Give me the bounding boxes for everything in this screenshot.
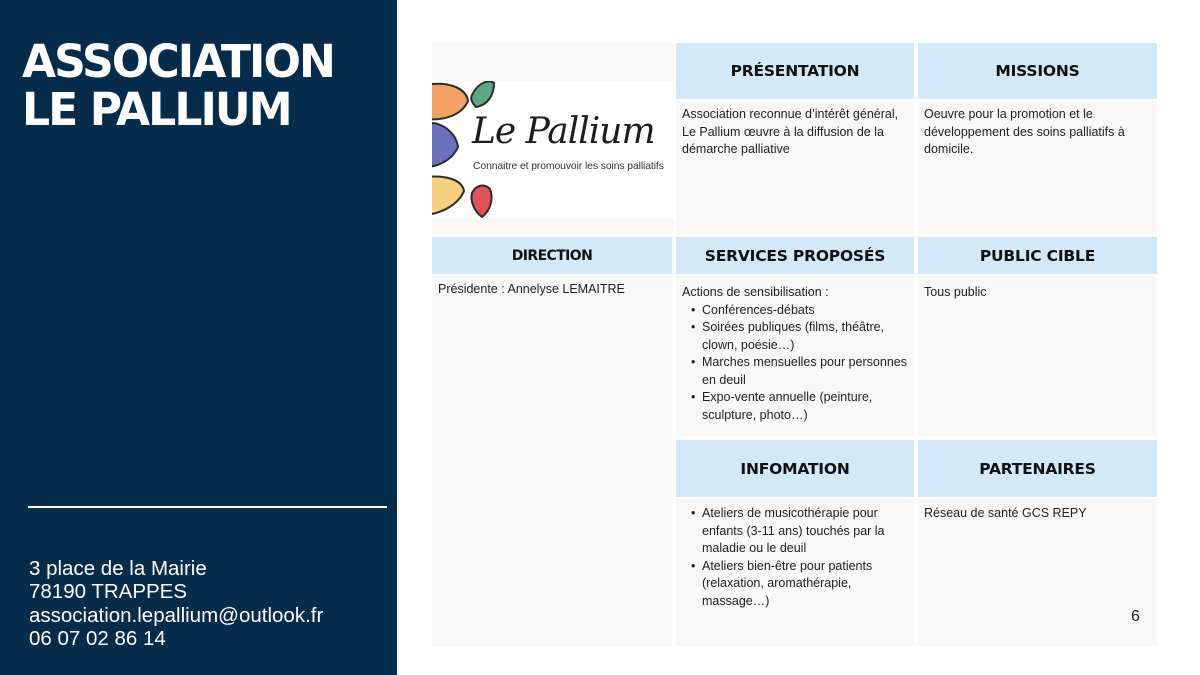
presentation-text: Association reconnue d’intérêt général, Le Pallium œuvre à la diffusion de la démarche palliative [682,107,899,156]
missions-body [918,101,1157,234]
presentation-header: PRÉSENTATION [676,43,914,99]
list-item: • Expo-vente annuelle (peinture, sculpture, photo…) [682,389,908,424]
logo [432,81,675,219]
list-item: • Marches mensuelles pour personnes en deuil [682,354,908,389]
logo-tagline: Connaitre et promouvoir les soins palliatifs [473,161,664,172]
direction-header: DIRECTION [432,237,672,274]
left-panel [0,0,397,675]
contact-block [29,557,323,650]
address-line-1: 3 place de la Mairie [29,557,207,580]
phone: 06 07 02 86 14 [29,626,166,650]
partenaires-body [918,499,1157,646]
address-line-2: 78190 TRAPPES [29,580,188,604]
list-item: • Soirées publiques (films, théâtre, clown, poésie…) [682,319,908,354]
partenaires-text: Réseau de santé GCS REPY [924,506,1087,520]
information-header: INFOMATION [676,440,914,497]
public-body [918,276,1157,436]
list-item: • Ateliers bien-être pour patients (relaxation, aromathérapie, massage…) [682,558,908,611]
public-text: Tous public [924,285,987,299]
services-intro: Actions de sensibilisation : [682,285,829,299]
missions-text: Oeuvre pour la promotion et le développement des soins palliatifs à domicile. [924,107,1125,156]
services-body [676,276,914,436]
email[interactable]: association.lepallium@outlook.fr [29,603,324,627]
logo-name: Le Pallium [472,111,655,152]
direction-text: Présidente : Annelyse LEMAITRE [438,282,625,296]
presentation-body [676,101,914,234]
information-list [682,505,908,610]
services-header: SERVICES PROPOSÉS [676,237,914,274]
divider [28,506,387,508]
page-title: ASSOCIATION LE PALLIUM [22,35,334,136]
list-item: • Conférences-débats [682,302,908,320]
information-body [676,499,914,646]
public-header: PUBLIC CIBLE [918,237,1157,274]
partenaires-header: PARTENAIRES [918,440,1157,497]
page-number: 6 [1131,608,1140,625]
missions-header: MISSIONS [918,43,1157,99]
list-item: • Ateliers de musicothérapie pour enfants (3-11 ans) touchés par la maladie ou le deuil [682,505,908,558]
direction-body [432,276,672,646]
services-list [682,302,908,425]
